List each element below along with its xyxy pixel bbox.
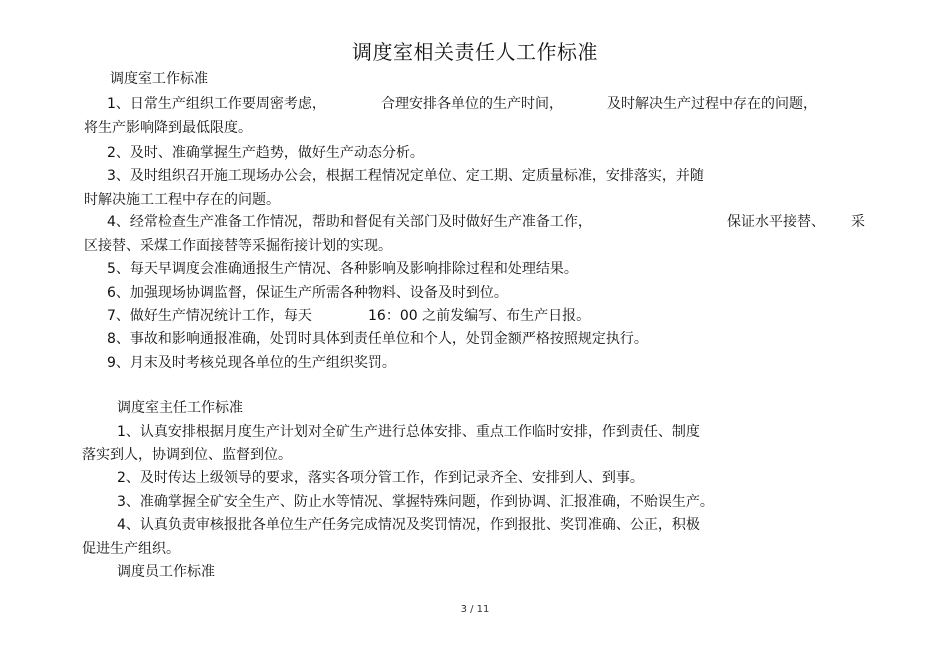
paragraph-line: 5、每天早调度会准确通报生产情况、各种影响及影响排除过程和处理结果。 (107, 261, 578, 277)
paragraph-line: 合理安排各单位的生产时间， (381, 96, 563, 112)
paragraph-line: 2、及时、准确掌握生产趋势，做好生产动态分析。 (107, 145, 424, 161)
paragraph-line: 4、认真负责审核报批各单位生产任务完成情况及奖罚情况，作到报批、奖罚准确、公正，积极 (117, 517, 700, 533)
paragraph-line: 3、准确掌握全矿安全生产、防止水等情况、掌握特殊问题，作到协调、汇报准确，不贻误生产。 (117, 494, 714, 510)
paragraph-line: 2、及时传达上级领导的要求，落实各项分管工作，作到记录齐全、安排到人、到事。 (117, 470, 644, 486)
paragraph-line: 将生产影响降到最低限度。 (84, 120, 252, 136)
section-heading-dispatcher: 调度员工作标准 (117, 564, 215, 580)
document-title: 调度室相关责任人工作标准 (352, 40, 598, 64)
page-indicator: 3 / 11 (460, 604, 490, 615)
paragraph-line: 6、加强现场协调监督，保证生产所需各种物料、设备及时到位。 (107, 285, 508, 301)
paragraph-line: 采 (851, 214, 865, 230)
paragraph-line: 1、认真安排根据月度生产计划对全矿生产进行总体安排、重点工作临时安排，作到责任、制度 (117, 424, 700, 440)
paragraph-line: 区接替、采煤工作面接替等采掘衔接计划的实现。 (84, 238, 392, 254)
section-heading-dispatch-director: 调度室主任工作标准 (117, 400, 243, 416)
paragraph-line: 8、事故和影响通报准确，处罚时具体到责任单位和个人，处罚金额严格按照规定执行。 (107, 331, 648, 347)
paragraph-line: 1、日常生产组织工作要周密考虑， (107, 96, 326, 112)
paragraph-line: 促进生产组织。 (82, 541, 180, 557)
section-heading-dispatch-room: 调度室工作标准 (110, 71, 208, 87)
paragraph-line: 及时解决生产过程中存在的问题， (607, 96, 817, 112)
paragraph-line: 时解决施工工程中存在的问题。 (84, 192, 280, 208)
paragraph-line: 7、做好生产情况统计工作，每天 (107, 308, 312, 324)
paragraph-line: 落实到人，协调到位、监督到位。 (82, 447, 292, 463)
paragraph-line: 9、月末及时考核兑现各单位的生产组织奖罚。 (107, 355, 396, 371)
paragraph-line: 3、及时组织召开施工现场办公会，根据工程情况定单位、定工期、定质量标准，安排落实，并随 (107, 168, 704, 184)
paragraph-line: 保证水平接替、 (727, 214, 825, 230)
paragraph-line: 4、经常检查生产准备工作情况，帮助和督促有关部门及时做好生产准备工作， (107, 214, 592, 230)
paragraph-line: 16：00 之前发编写、布生产日报。 (368, 308, 591, 324)
